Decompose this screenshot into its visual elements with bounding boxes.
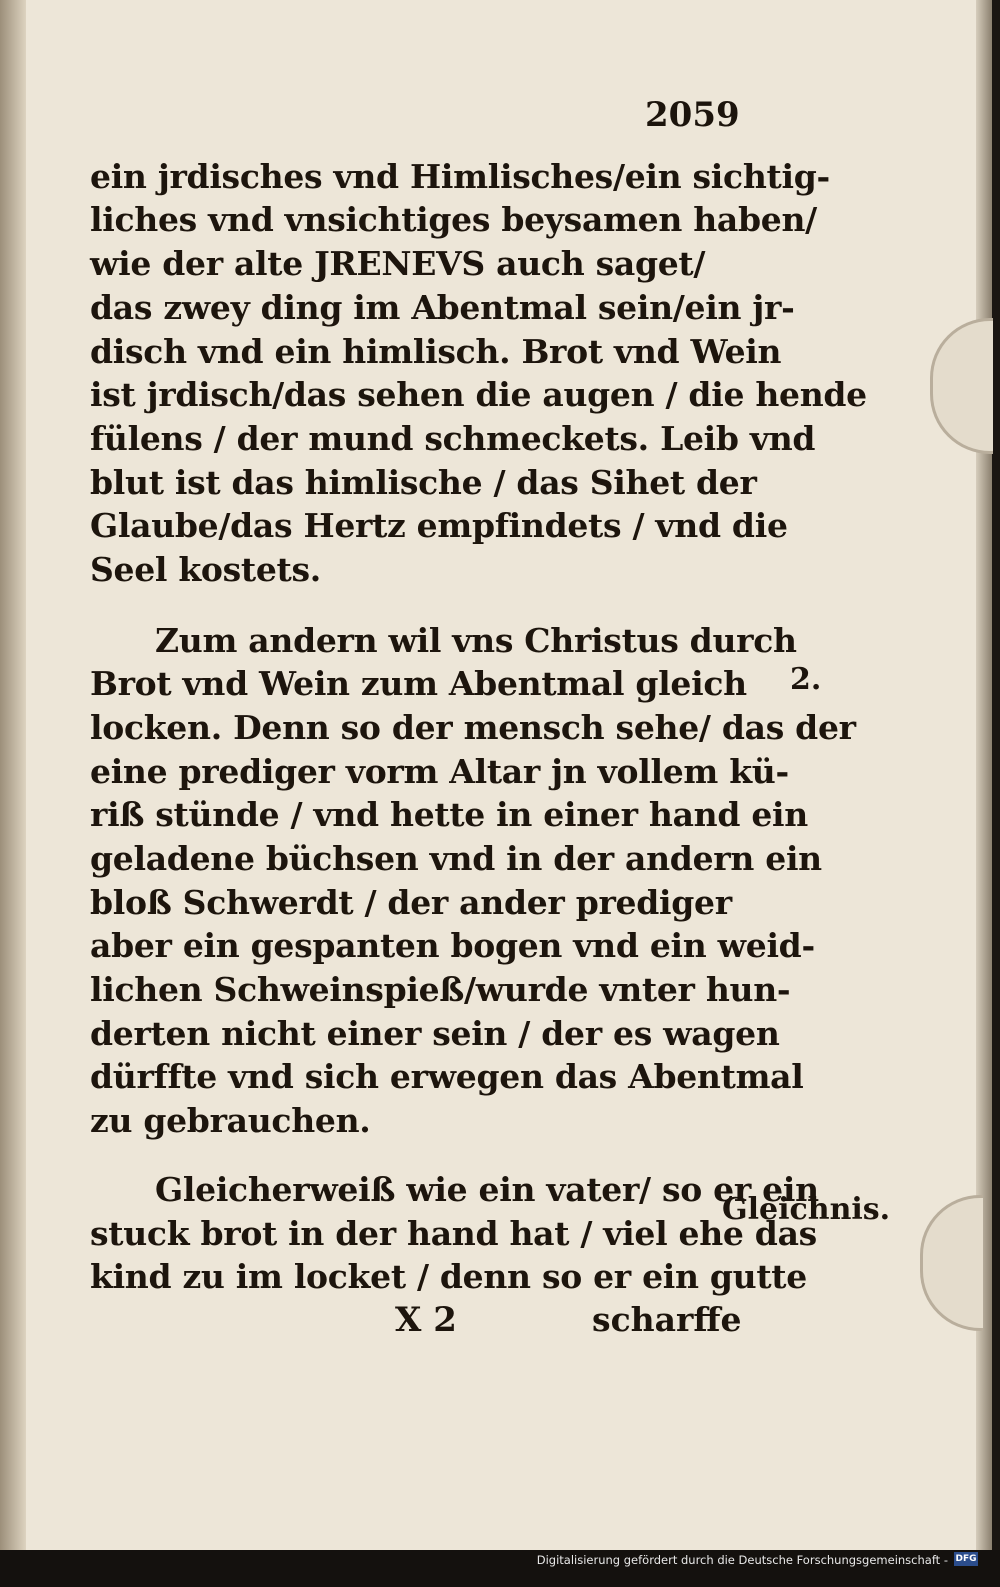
- catchword: scharffe: [592, 1300, 742, 1339]
- dfg-logo: DFG: [955, 1554, 977, 1564]
- text-line: bloß Schwerdt / der ander prediger: [90, 883, 732, 922]
- text-line: das zwey ding im Abentmal sein/ein jr-: [90, 288, 795, 327]
- text-line: derten nicht einer sein / der es wagen: [90, 1014, 780, 1053]
- text-line: stuck brot in der hand hat / viel ehe das: [90, 1214, 817, 1253]
- margin-note-number: 2.: [790, 662, 822, 697]
- text-line: locken. Denn so der mensch sehe/ das der: [90, 708, 856, 747]
- text-line: blut ist das himlische / das Sihet der: [90, 463, 757, 502]
- text-line: kind zu im locket / denn so er ein gutte: [90, 1257, 807, 1296]
- text-line: Seel kostets.: [90, 550, 321, 589]
- text-line: dürffte vnd sich erwegen das Abentmal: [90, 1057, 804, 1096]
- text-line: Glaube/das Hertz empfindets / vnd die: [90, 506, 788, 545]
- text-line: wie der alte JRENEVS auch saget/: [90, 244, 706, 283]
- text-line: ein jrdisches vnd Himlisches/ein sichtig-: [90, 157, 830, 196]
- text-line: Brot vnd Wein zum Abentmal gleich: [90, 664, 747, 703]
- text-line: geladene büchsen vnd in der andern ein: [90, 839, 822, 878]
- clasp-top: [930, 318, 993, 454]
- text-line: eine prediger vorm Altar jn vollem kü-: [90, 752, 789, 791]
- text-line: riß stünde / vnd hette in einer hand ein: [90, 795, 808, 834]
- text-line: fülens / der mund schmeckets. Leib vnd: [90, 419, 816, 458]
- text-line: ist jrdisch/das sehen die augen / die hende: [90, 375, 867, 414]
- text-line: zu gebrauchen.: [90, 1101, 371, 1140]
- margin-note-gleichnis: Gleichnis.: [722, 1192, 891, 1227]
- page-number: 2059: [645, 95, 740, 135]
- text-line: Zum andern wil vns Christus durch: [155, 621, 797, 660]
- text-line: liches vnd vnsichtiges beysamen haben/: [90, 200, 817, 239]
- text-line: lichen Schweinspieß/wurde vnter hun-: [90, 970, 791, 1009]
- spine-shadow: [0, 0, 26, 1550]
- signature-mark: X 2: [395, 1300, 457, 1340]
- text-line: disch vnd ein himlisch. Brot vnd Wein: [90, 332, 782, 371]
- footer-credit: Digitalisierung gefördert durch die Deutsche Forschungsgemeinschaft -: [536, 1553, 948, 1567]
- text-line: aber ein gespanten bogen vnd ein weid-: [90, 926, 815, 965]
- clasp-bottom: [920, 1195, 983, 1331]
- text-line: Gleicherweiß wie ein vater/ so er ein: [155, 1170, 819, 1209]
